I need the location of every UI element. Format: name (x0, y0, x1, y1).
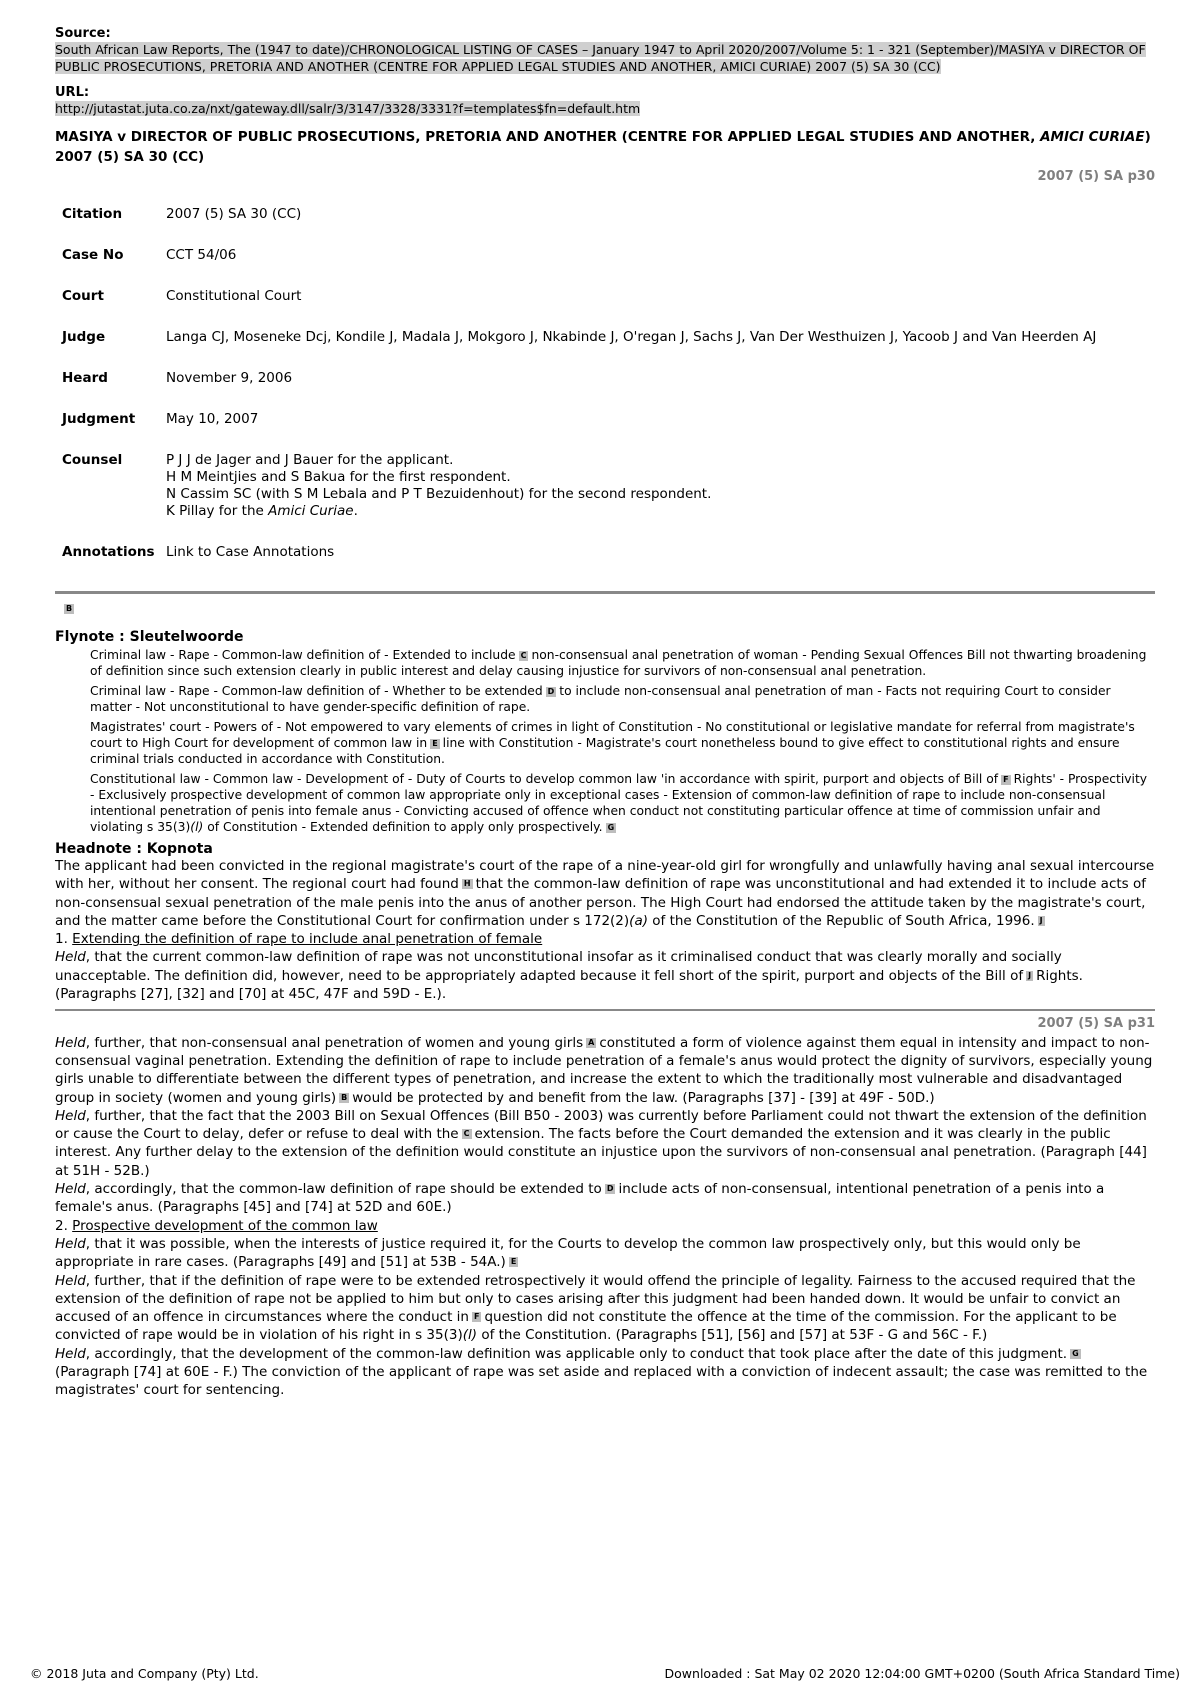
headnote-text: (Paragraph [74] at 60E - F.) The conviction of the applicant of rape was set aside and replaced with a conviction of indecent assault; the case was remitted to the magistrates' court for sentencing. (55, 1364, 1148, 1399)
headnote-text: of the Constitution. (Paragraphs [51], [56] and [57] at 53F - G and 56C - F.) (477, 1327, 988, 1344)
counsel-line-2: H M Meintjies and S Bakua for the first respondent. (166, 469, 511, 485)
citation-row (55, 206, 1146, 247)
headnote-italic: (l) (462, 1327, 478, 1344)
headnote-paragraph-5 (55, 1180, 1155, 1217)
section-number: 1. (55, 931, 73, 948)
flynote-text: Criminal law - Rape - Common-law definition of - Extended to include (90, 648, 516, 662)
margin-marker-b: B (66, 603, 73, 613)
flynote-paragraph-4 (90, 771, 1155, 835)
held-italic: Held (55, 1034, 86, 1051)
flynote-italic: (l) (190, 820, 204, 834)
heard-value: November 9, 2006 (166, 370, 293, 386)
headnote-text: extension. The facts before the Court demanded the extension and it was clearly in the public interest. Any further delay to the extension of the definition would constitute an injustice upon the survivors of non-consensual anal penetration. (Paragraph [44] at 51H - 52B.) (55, 1126, 1147, 1179)
document-page (55, 26, 1155, 1400)
judgment-row (55, 411, 1146, 452)
case-title-italic: AMICI CURIAE (1040, 129, 1145, 145)
case-no-row (55, 247, 1146, 288)
page-divider (55, 1009, 1155, 1011)
judge-label: Judge (62, 329, 106, 345)
held-italic: Held (55, 1107, 86, 1124)
case-no-label: Case No (62, 247, 124, 263)
case-title (55, 127, 1155, 167)
headnote-heading: Headnote : Kopnota (55, 841, 213, 857)
held-italic: Held (55, 1181, 86, 1198)
flynote-paragraph-3 (90, 719, 1155, 767)
headnote-section-1 (55, 930, 1155, 948)
margin-marker-g: G (1072, 1348, 1079, 1358)
margin-marker-j: J (1028, 970, 1032, 980)
headnote-section-2 (55, 1217, 1155, 1235)
case-metadata-table (55, 206, 1146, 585)
margin-marker-c: C (520, 650, 527, 660)
margin-marker-c: C (463, 1129, 470, 1139)
citation-value: 2007 (5) SA 30 (CC) (166, 206, 302, 222)
counsel-label: Counsel (62, 452, 123, 468)
section-divider (55, 591, 1155, 594)
section-title: Prospective development of the common law (72, 1217, 378, 1234)
flynote-paragraph-2 (90, 683, 1155, 715)
footer-downloaded: Downloaded : Sat May 02 2020 12:04:00 GMT+0200 (South Africa Standard Time) (664, 1666, 1180, 1681)
page-reference-30: 2007 (5) SA p30 (1037, 169, 1155, 184)
section-number: 2. (55, 1217, 73, 1234)
headnote-paragraph-6 (55, 1235, 1155, 1272)
counsel-4-italic: Amici Curiae (268, 503, 354, 519)
counsel-line-3: N Cassim SC (with S M Lebala and P T Bezuidenhout) for the second respondent. (166, 486, 712, 502)
headnote-text: The applicant had been convicted in the regional magistrate's court of the rape of a nine-year-old girl for wrongfully and unlawfully having anal sexual intercourse with her, without her consent. The regional court had found (55, 858, 1155, 893)
headnote-paragraph-3 (55, 1034, 1155, 1107)
margin-marker-b: B (341, 1092, 348, 1102)
held-italic: Held (55, 949, 86, 966)
headnote-text: of the Constitution of the Republic of South Africa, 1996. (647, 912, 1035, 929)
footer-copyright: © 2018 Juta and Company (Pty) Ltd. (30, 1666, 259, 1681)
annotations-row (55, 544, 1146, 585)
held-italic: Held (55, 1235, 86, 1252)
headnote-paragraph-7 (55, 1272, 1155, 1345)
headnote-body (55, 857, 1155, 1400)
source-path (55, 41, 1155, 75)
headnote-text: Rights. (Paragraphs [27], [32] and [70] at 45C, 47F and 59D - E.). (55, 967, 1083, 1003)
judge-value: Langa CJ, Moseneke Dcj, Kondile J, Madala J, Mokgoro J, Nkabinde J, O'regan J, Sachs J, Van Der Westhuizen J, Yacoob J and Van Heerden AJ (166, 329, 1097, 345)
headnote-text: , accordingly, that the development of the common-law definition was applicable only to conduct that took place after the date of this judgment. (85, 1345, 1068, 1362)
url-link[interactable]: http://jutastat.juta.co.za/nxt/gateway.dll/salr/3/3147/3328/3331?f=templates$fn=default.htm (55, 101, 641, 116)
flynote-text: to include non-consensual anal penetration of man - Facts not requiring Court to consider matter - Not unconstitutional to have gender-specific definition of rape. (90, 684, 1111, 714)
margin-marker-e: E (510, 1257, 517, 1267)
annotations-link[interactable]: Link to Case Annotations (166, 544, 335, 560)
counsel-4-text: K Pillay for the (166, 503, 269, 519)
headnote-text: , that the current common-law definition of rape was not unconstitutional insofar as it criminalised conduct that was clearly morally and socially unacceptable. The definition did, however, need to be appropriately adapted because it fell short of the spirit, purport and objects of the Bill of (55, 949, 1062, 984)
flynote-text: non-consensual anal penetration of woman - Pending Sexual Offences Bill not thwarting broadening of definition since such extension clearly in public interest and delay causing injustice for survivors of non-consensual anal penetration. (90, 648, 1147, 678)
headnote-text: would be protected by and benefit from the law. (Paragraphs [37] - [39] at 49F - 50D.) (352, 1089, 935, 1106)
margin-marker-g: G (607, 822, 615, 832)
margin-marker-d: D (547, 686, 555, 696)
url-label: URL: (55, 85, 90, 100)
headnote-paragraph-1 (55, 857, 1155, 930)
court-label: Court (62, 288, 104, 304)
source-text: South African Law Reports, The (1947 to date)/CHRONOLOGICAL LISTING OF CASES – January 1947 to April 2020/2007/Volume 5: 1 - 321 (September)/MASIYA v DIRECTOR OF PUBLIC PROSECUTIONS, PRETORIA AND ANOTHER (CENTRE FOR APPLIED LEGAL STUDIES AND ANOTHER, AMICI CURIAE) 2007 (5) SA 30 (CC) (55, 42, 1146, 74)
case-no-value: CCT 54/06 (166, 247, 237, 263)
flynote-text: Magistrates' court - Powers of - Not empowered to vary elements of crimes in light of Constitution - No constitutional or legislative mandate for referral from magistrate's court to High Court for development of common law in (90, 720, 1135, 750)
section-title: Extending the definition of rape to include anal penetration of female (72, 931, 543, 948)
flynote-paragraph-1 (90, 647, 1155, 679)
heard-row (55, 370, 1146, 411)
headnote-text: include acts of non-consensual, intentional penetration of a penis into a female's anus. (Paragraphs [45] and [74] at 52D and 60E.) (55, 1181, 1105, 1216)
page-reference-31: 2007 (5) SA p31 (1037, 1016, 1155, 1032)
counsel-line-1: P J J de Jager and J Bauer for the applicant. (166, 452, 454, 468)
case-title-main: MASIYA v DIRECTOR OF PUBLIC PROSECUTIONS, PRETORIA AND ANOTHER (CENTRE FOR APPLIED LEGAL STUDIES AND ANOTHER, (55, 129, 1041, 145)
headnote-paragraph-4 (55, 1107, 1155, 1180)
held-italic: Held (55, 1345, 86, 1362)
flynote-heading: Flynote : Sleutelwoorde (55, 629, 244, 645)
judge-row (55, 329, 1146, 370)
flynote-text: Rights' - Prospectivity - Exclusively prospective development of common law appropriate only in exceptional cases - Extension of common-law definition of rape to include non-consensual intentional penetration of penis into female anus - Convicting accused of offence when conduct not constituting particular offence at time of commission unfair and violating s 35(3) (90, 772, 1148, 834)
margin-marker-e: E (432, 738, 438, 748)
margin-marker-f: F (473, 1312, 480, 1322)
url-line (55, 100, 1155, 117)
counsel-4-end: . (353, 503, 358, 519)
headnote-text: that the common-law definition of rape was unconstitutional and had extended it to include acts of non-consensual sexual penetration of the male penis into the anus of another person. The High Court had endorsed the attitude taken by the magistrate's court, and the matter came before the Constitutional Court for confirmation under s 172(2) (55, 876, 1146, 929)
heard-label: Heard (62, 370, 108, 386)
margin-marker-h: H (463, 879, 471, 889)
source-label: Source: (55, 26, 111, 41)
headnote-text: , further, that the fact that the 2003 Bill on Sexual Offences (Bill B50 - 2003) was currently before Parliament could not thwart the extension of the definition or cause the Court to delay, defer or refuse to deal with the (55, 1107, 1147, 1143)
margin-marker-a: A (588, 1037, 595, 1047)
judgment-label: Judgment (62, 411, 136, 427)
counsel-row (55, 452, 1146, 544)
headnote-italic: (a) (629, 912, 648, 929)
headnote-text: question did not constitute the offence at the time of the commission. For the applicant to be convicted of rape would be in violation of his right in s 35(3) (55, 1309, 1117, 1344)
court-value: Constitutional Court (166, 288, 302, 304)
headnote-paragraph-8 (55, 1345, 1155, 1400)
flynote-text: of Constitution - Extended definition to apply only prospectively. (203, 820, 603, 834)
headnote-text: , further, that if the definition of rape were to be extended retrospectively it would offend the principle of legality. Fairness to the accused required that the extension of the definition of rape not be applied to him but only to cases arising after this judgment had been handed down. It would be unfair to convict an accused of an offence in circumstances where the conduct in (55, 1272, 1136, 1326)
flynote-body (55, 647, 1155, 835)
headnote-text: , that it was possible, when the interests of justice required it, for the Courts to develop the common law prospectively only, but this would only be appropriate in rare cases. (Paragraphs [49] and [51] at 53B - 54A.) (55, 1235, 1081, 1271)
flynote-text: Criminal law - Rape - Common-law definition of - Whether to be extended (90, 684, 543, 698)
headnote-text: constituted a form of violence against them equal in intensity and impact to non-consensual vaginal penetration. Extending the definition of rape to include penetration of a female's anus would protect the dignity of survivors, especially young girls unable to differentiate between the different types of penetration, and increase the extent to which the traditionally most vulnerable and disadvantaged group in society (women and young girls) (55, 1034, 1153, 1106)
counsel-line-4 (166, 503, 1146, 520)
case-title-end: ) 2007 (5) SA 30 (CC) (55, 129, 1151, 165)
flynote-text: Constitutional law - Common law - Development of - Duty of Courts to develop common law 'in accordance with spirit, purport and objects of Bill of (90, 772, 999, 786)
headnote-text: , further, that non-consensual anal penetration of women and young girls (85, 1034, 584, 1051)
court-row (55, 288, 1146, 329)
judgment-value: May 10, 2007 (166, 411, 259, 427)
citation-label: Citation (62, 206, 123, 222)
held-italic: Held (55, 1272, 86, 1289)
headnote-paragraph-2 (55, 948, 1155, 1003)
margin-marker-d: D (606, 1184, 614, 1194)
flynote-text: line with Constitution - Magistrate's court nonetheless bound to give effect to constitutional rights and ensure criminal trials conducted in accordance with Constitution. (90, 736, 1120, 766)
margin-marker-f: F (1003, 774, 1009, 784)
annotations-label: Annotations (62, 544, 155, 560)
counsel-value (166, 452, 1146, 544)
margin-marker-j: J (1039, 915, 1043, 925)
headnote-text: , accordingly, that the common-law definition of rape should be extended to (85, 1181, 602, 1198)
